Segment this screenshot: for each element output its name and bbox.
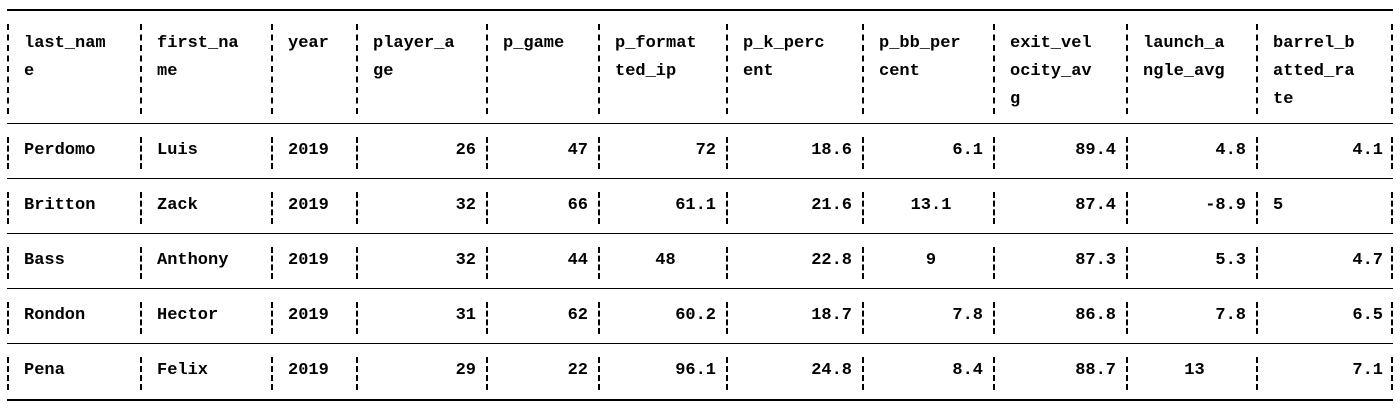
cell-first-name: Hector bbox=[140, 289, 271, 343]
header-p-k-percent: p_k_perc ent bbox=[726, 11, 862, 123]
cell-exit-velocity-avg: 87.3 bbox=[993, 234, 1126, 288]
cell-exit-velocity-avg: 86.8 bbox=[993, 289, 1126, 343]
cell-p-k-percent: 22.8 bbox=[726, 234, 862, 288]
cell-p-formatted-ip: 96.1 bbox=[598, 344, 726, 399]
table-row bbox=[7, 179, 1393, 234]
cell-p-formatted-ip: 60.2 bbox=[598, 289, 726, 343]
header-player-age: player_a ge bbox=[356, 11, 486, 123]
cell-first-name: Luis bbox=[140, 124, 271, 178]
header-barrel-batted-rate: barrel_b atted_ra te bbox=[1256, 11, 1393, 123]
cell-p-k-percent: 24.8 bbox=[726, 344, 862, 399]
header-p-game: p_game bbox=[486, 11, 598, 123]
table-row bbox=[7, 344, 1393, 399]
cell-p-game: 66 bbox=[486, 179, 598, 233]
cell-barrel-batted-rate: 4.1 bbox=[1256, 124, 1393, 178]
header-year: year bbox=[271, 11, 356, 123]
cell-barrel-batted-rate: 7.1 bbox=[1256, 344, 1393, 399]
header-exit-velocity-avg: exit_vel ocity_av g bbox=[993, 11, 1126, 123]
header-p-bb-percent: p_bb_per cent bbox=[862, 11, 993, 123]
cell-last-name: Pena bbox=[7, 344, 140, 399]
cell-p-formatted-ip: 48 bbox=[598, 234, 726, 288]
table-header-row bbox=[7, 11, 1393, 124]
cell-first-name: Zack bbox=[140, 179, 271, 233]
cell-last-name: Britton bbox=[7, 179, 140, 233]
cell-player-age: 26 bbox=[356, 124, 486, 178]
cell-year: 2019 bbox=[271, 124, 356, 178]
cell-launch-angle-avg: -8.9 bbox=[1126, 179, 1256, 233]
cell-player-age: 31 bbox=[356, 289, 486, 343]
header-launch-angle-avg: launch_a ngle_avg bbox=[1126, 11, 1256, 123]
cell-p-game: 22 bbox=[486, 344, 598, 399]
table-row bbox=[7, 289, 1393, 344]
cell-p-k-percent: 18.6 bbox=[726, 124, 862, 178]
cell-launch-angle-avg: 13 bbox=[1126, 344, 1256, 399]
cell-p-bb-percent: 9 bbox=[862, 234, 993, 288]
cell-p-bb-percent: 13.1 bbox=[862, 179, 993, 233]
cell-launch-angle-avg: 5.3 bbox=[1126, 234, 1256, 288]
header-p-formatted-ip: p_format ted_ip bbox=[598, 11, 726, 123]
cell-player-age: 32 bbox=[356, 179, 486, 233]
cell-year: 2019 bbox=[271, 234, 356, 288]
cell-launch-angle-avg: 4.8 bbox=[1126, 124, 1256, 178]
cell-barrel-batted-rate: 6.5 bbox=[1256, 289, 1393, 343]
cell-year: 2019 bbox=[271, 344, 356, 399]
cell-p-k-percent: 18.7 bbox=[726, 289, 862, 343]
cell-last-name: Rondon bbox=[7, 289, 140, 343]
cell-launch-angle-avg: 7.8 bbox=[1126, 289, 1256, 343]
data-table bbox=[7, 9, 1393, 401]
table-row bbox=[7, 234, 1393, 289]
cell-first-name: Felix bbox=[140, 344, 271, 399]
cell-last-name: Bass bbox=[7, 234, 140, 288]
cell-barrel-batted-rate: 4.7 bbox=[1256, 234, 1393, 288]
cell-p-formatted-ip: 72 bbox=[598, 124, 726, 178]
cell-p-bb-percent: 8.4 bbox=[862, 344, 993, 399]
header-first-name: first_na me bbox=[140, 11, 271, 123]
cell-exit-velocity-avg: 89.4 bbox=[993, 124, 1126, 178]
cell-player-age: 32 bbox=[356, 234, 486, 288]
cell-p-game: 47 bbox=[486, 124, 598, 178]
cell-p-bb-percent: 7.8 bbox=[862, 289, 993, 343]
cell-last-name: Perdomo bbox=[7, 124, 140, 178]
table-row bbox=[7, 124, 1393, 179]
cell-p-k-percent: 21.6 bbox=[726, 179, 862, 233]
cell-p-bb-percent: 6.1 bbox=[862, 124, 993, 178]
cell-year: 2019 bbox=[271, 179, 356, 233]
cell-p-game: 62 bbox=[486, 289, 598, 343]
cell-first-name: Anthony bbox=[140, 234, 271, 288]
cell-p-formatted-ip: 61.1 bbox=[598, 179, 726, 233]
header-last-name: last_nam e bbox=[7, 11, 140, 123]
cell-player-age: 29 bbox=[356, 344, 486, 399]
cell-p-game: 44 bbox=[486, 234, 598, 288]
cell-year: 2019 bbox=[271, 289, 356, 343]
cell-exit-velocity-avg: 87.4 bbox=[993, 179, 1126, 233]
cell-barrel-batted-rate: 5 bbox=[1256, 179, 1393, 233]
cell-exit-velocity-avg: 88.7 bbox=[993, 344, 1126, 399]
